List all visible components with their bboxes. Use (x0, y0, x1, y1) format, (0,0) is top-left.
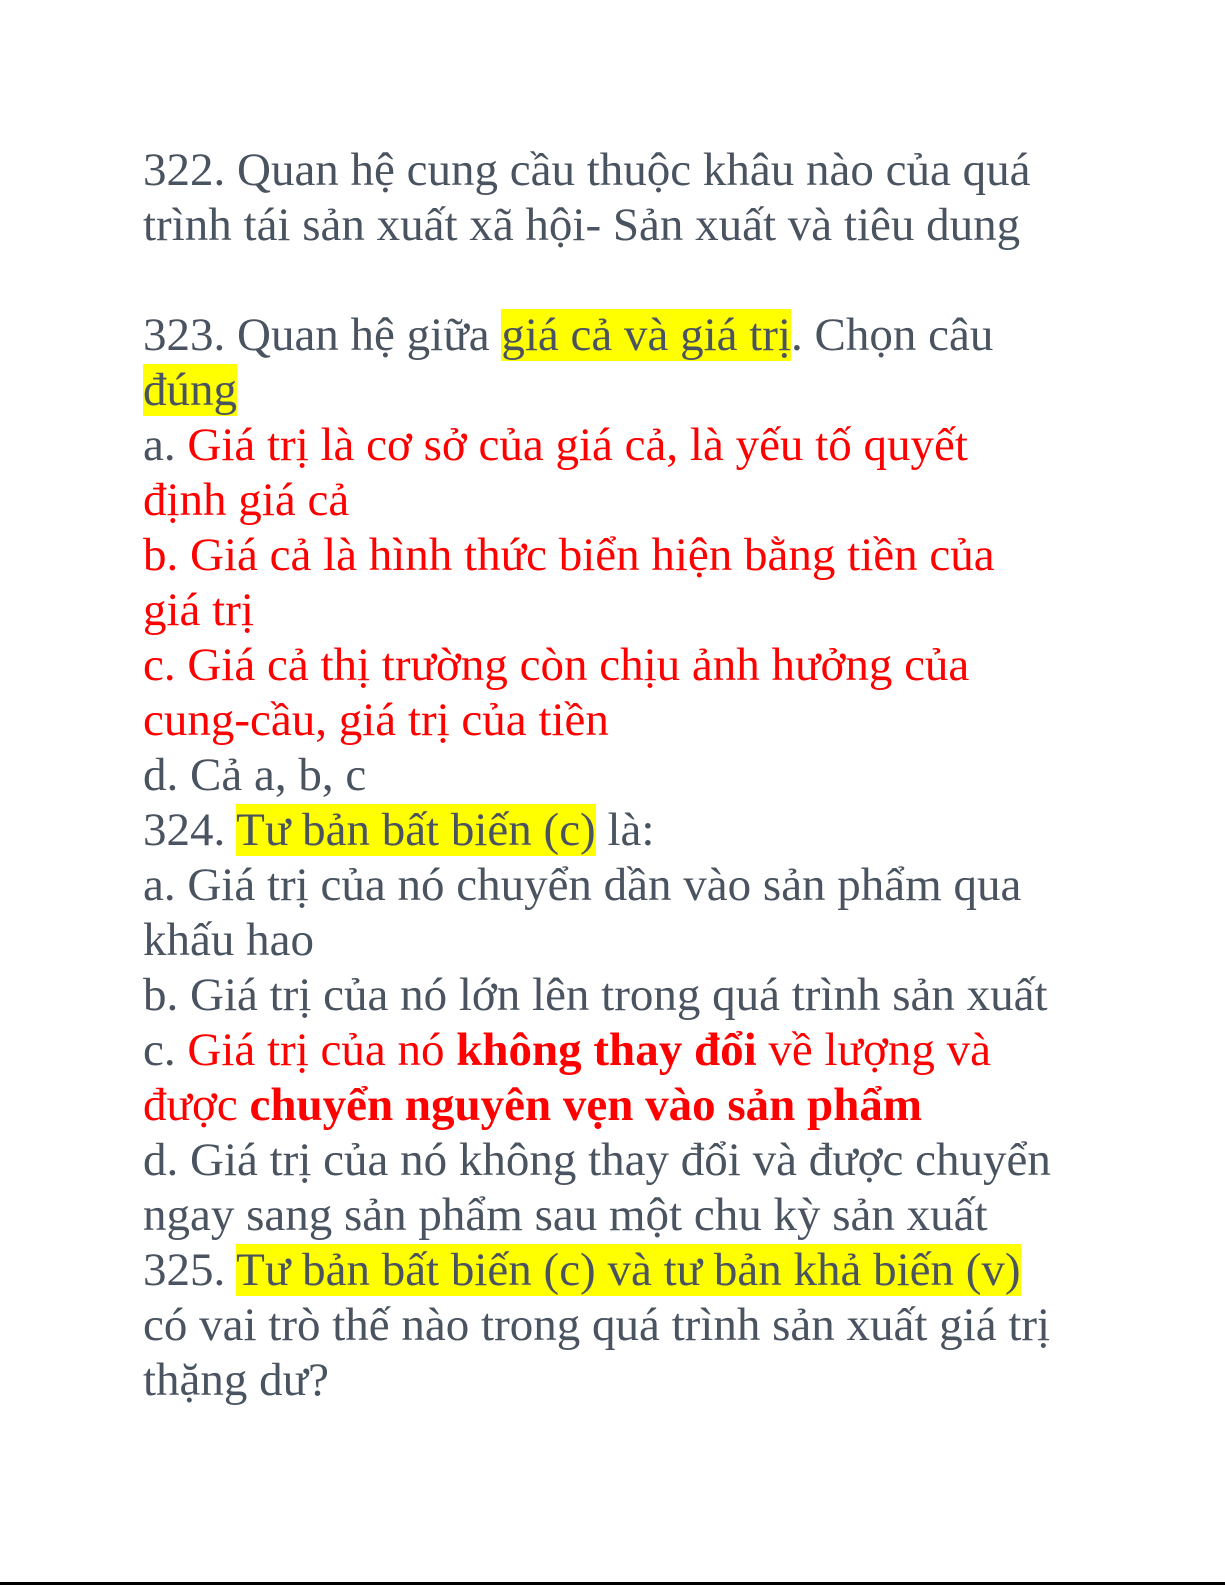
question-324-option-c-line-1 (143, 1023, 1103, 1078)
question-325-stem-line-3: thặng dư? (143, 1354, 330, 1406)
question-325-stem-line-1 (143, 1243, 1103, 1298)
question-324-stem (143, 803, 1103, 858)
question-325-stem-prefix: 325. (143, 1244, 237, 1296)
question-324-option-a-line-1: a. Giá trị của nó chuyển dần vào sản phẩm qua (143, 859, 1022, 911)
question-323-stem-line-1 (143, 308, 1103, 363)
question-323 (143, 308, 1103, 803)
question-323-option-d: d. Cả a, b, c (143, 749, 367, 801)
question-323-stem-prefix: 323. Quan hệ giữa (143, 309, 502, 361)
question-325-stem-line-2: có vai trò thế nào trong quá trình sản xuất giá trị (143, 1299, 1051, 1351)
option-c-label: c. (143, 1024, 188, 1076)
question-324-option-d-line-1: d. Giá trị của nó không thay đổi và được chuyển (143, 1134, 1051, 1186)
question-325-highlight: Tư bản bất biến (c) và tư bản khả biến (v) (236, 1244, 1021, 1296)
option-c-text-3: được (143, 1079, 250, 1131)
question-324-option-d-line-2: ngay sang sản phẩm sau một chu kỳ sản xuất (143, 1189, 988, 1241)
question-323-option-b-line-1: b. Giá cả là hình thức biển hiện bằng tiền của (143, 529, 995, 581)
option-c-bold-2: chuyển nguyên vẹn vào sản phẩm (249, 1079, 922, 1131)
question-323-option-c-line-2: cung-cầu, giá trị của tiền (143, 694, 609, 746)
question-322-line-1: 322. Quan hệ cung cầu thuộc khâu nào của quá (143, 144, 1031, 196)
question-324-option-a-line-2: khấu hao (143, 914, 314, 966)
question-325 (143, 1243, 1103, 1408)
question-323-option-c-line-1: c. Giá cả thị trường còn chịu ảnh hưởng của (143, 639, 970, 691)
question-324-option-c-line-2 (143, 1078, 1103, 1133)
question-323-stem-line-2 (143, 363, 1103, 418)
question-322-line-2: trình tái sản xuất xã hội- Sản xuất và tiêu dung (143, 199, 1021, 251)
question-324-stem-suffix: là: (595, 804, 655, 856)
question-323-stem-suffix: . Chọn câu (791, 309, 994, 361)
question-323-highlight-2: đúng (143, 364, 237, 416)
question-324-option-b: b. Giá trị của nó lớn lên trong quá trình sản xuất (143, 969, 1048, 1021)
option-c-text-2: về lượng và (756, 1024, 991, 1076)
option-a-label: a. (143, 419, 188, 471)
option-c-text-1: Giá trị của nó (187, 1024, 457, 1076)
question-324-highlight: Tư bản bất biến (c) (236, 804, 596, 856)
paragraph-gap (143, 253, 1103, 308)
question-323-option-a-line-1 (143, 418, 1103, 473)
question-323-option-a-line-2: định giá cả (143, 474, 350, 526)
question-324 (143, 803, 1103, 1243)
question-323-highlight: giá cả và giá trị (501, 309, 792, 361)
document-page (143, 143, 1103, 1408)
option-c-bold-1: không thay đổi (456, 1024, 757, 1076)
question-322 (143, 143, 1103, 253)
question-323-option-b-line-2: giá trị (143, 584, 254, 636)
option-a-text: Giá trị là cơ sở của giá cả, là yếu tố quyết (187, 419, 968, 471)
question-324-stem-prefix: 324. (143, 804, 237, 856)
